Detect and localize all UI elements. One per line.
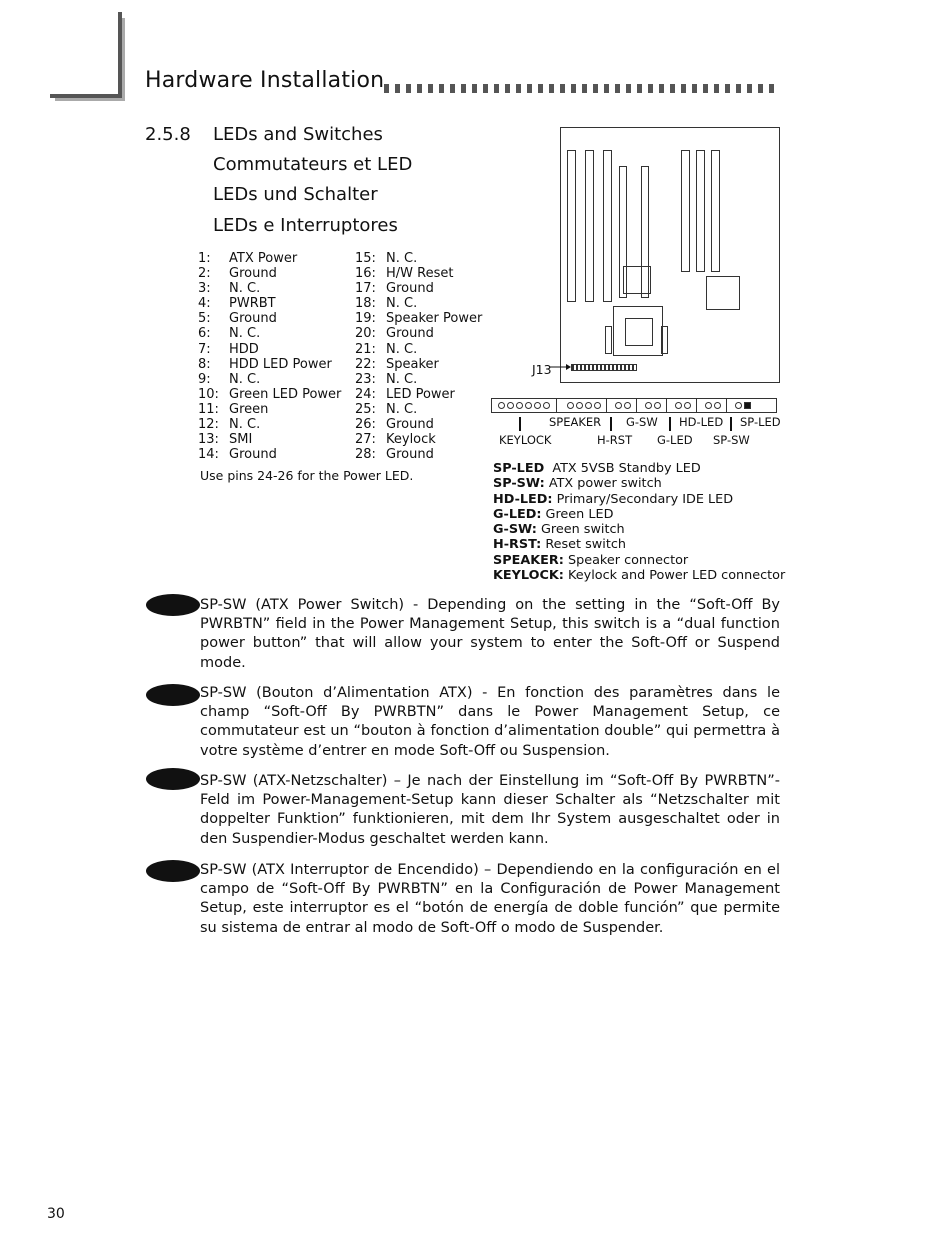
pin-row [198, 357, 341, 372]
memory-slot [696, 150, 705, 272]
pin-icon [516, 402, 523, 409]
pin-row [198, 311, 341, 326]
pin-row [355, 296, 482, 311]
page-number: 30 [47, 1206, 65, 1222]
expansion-slot [585, 150, 594, 302]
expansion-slot [603, 150, 612, 302]
legend-row [493, 537, 785, 552]
legend-desc: Primary/Secondary IDE LED [556, 491, 734, 507]
pin-row [355, 281, 482, 296]
legend-key: KEYLOCK: [493, 568, 564, 584]
pin-label: SMI [229, 432, 253, 448]
corner-mark-shadow [122, 18, 125, 100]
pin-icon [576, 402, 583, 409]
pin-label: N. C. [386, 341, 418, 357]
paragraph-de: SP-SW (ATX-Netzschalter) – Je nach der Einstellung im “Soft-Off By PWRBTN”-Feld im Power-Management-Setup kann dieser Schalter als “Netzschalter mit doppelter Funktion” funktionieren, mit dem Ihr System ausgeschaltet oder in den Suspendier-Modus geschaltet werden kann. [200, 773, 780, 847]
paragraph-en: SP-SW (ATX Power Switch) - Depending on the setting in the “Soft-Off By PWRBTN” field in the Power Management Setup, this switch is a “dual function power button” that will allow your system to enter the Soft-Off or Suspend mode. [200, 597, 780, 671]
pin-row [198, 432, 341, 447]
header-dot-rule [384, 84, 780, 93]
pin-icon [735, 402, 742, 409]
pin-label: N. C. [229, 281, 261, 297]
pin-label: Ground [229, 311, 277, 327]
corner-mark [50, 94, 122, 98]
legend-desc: Speaker connector [567, 552, 689, 568]
pin-label: Keylock [386, 432, 436, 448]
pin-row [355, 417, 482, 432]
language-bullet-es [146, 860, 200, 882]
group-divider [519, 417, 521, 431]
pin-icon [498, 402, 505, 409]
pin-number: 19: [355, 311, 376, 327]
pin-icon [567, 402, 574, 409]
section-title-de: LEDs und Schalter [213, 184, 378, 205]
group-divider [730, 417, 732, 431]
pin-row [355, 387, 482, 402]
pin-row [198, 281, 341, 296]
legend-desc: ATX power switch [548, 476, 662, 492]
pin-number: 27: [355, 432, 376, 448]
pin-icon [507, 402, 514, 409]
pin-number: 6: [198, 326, 211, 342]
legend-desc: Reset switch [545, 537, 626, 553]
label-h-rst: H-RST [597, 433, 633, 447]
legend-row [493, 507, 785, 522]
pin-icon [543, 402, 550, 409]
section-number: 2.5.8 [145, 124, 191, 145]
pin-number: 8: [198, 356, 211, 372]
pin-number: 21: [355, 341, 376, 357]
language-bullet-fr [146, 684, 200, 706]
pin-number: 5: [198, 311, 211, 327]
group-divider [610, 417, 612, 431]
pin-number: 11: [198, 401, 219, 417]
power-led-note: Use pins 24-26 for the Power LED. [200, 468, 414, 483]
pin-label: PWRBT [229, 296, 276, 312]
legend-key: H-RST: [493, 537, 542, 553]
legend-desc: Green switch [540, 522, 625, 538]
pin-number: 3: [198, 281, 211, 297]
pin-row [355, 266, 482, 281]
cpu-socket [613, 306, 663, 356]
label-g-led: G-LED [657, 433, 693, 447]
pin-number: 13: [198, 432, 219, 448]
pin-row [198, 342, 341, 357]
pin-number: 9: [198, 371, 211, 387]
pin-label: Ground [386, 281, 434, 297]
pin-number: 12: [198, 417, 219, 433]
pin-number: 26: [355, 417, 376, 433]
pin-row [355, 357, 482, 372]
paragraph-es: SP-SW (ATX Interruptor de Encendido) – Dependiendo en la configuración en el campo de “Soft-Off By PWRBTN” en la Configuración de Power Management Setup, este interruptor es el “botón de energía de doble función” que permite su sistema de entrar al modo de Soft-Off o modo de Suspender. [200, 862, 780, 936]
pin-row [355, 447, 482, 462]
pin-label: N. C. [386, 371, 418, 387]
pin-label: N. C. [386, 251, 418, 266]
pin-row [355, 326, 482, 341]
pin-number: 23: [355, 371, 376, 387]
pin-icon [594, 402, 601, 409]
pin-icon [624, 402, 631, 409]
legend-row [493, 492, 785, 507]
pin-label: Green [229, 401, 269, 417]
label-speaker: SPEAKER [549, 415, 602, 429]
pin-label: N. C. [386, 401, 418, 417]
legend-row [493, 568, 785, 583]
pin-number: 22: [355, 356, 376, 372]
pin-label: Speaker Power [386, 311, 483, 327]
pin-row [355, 311, 482, 326]
pin-row [198, 447, 341, 462]
pin-number: 7: [198, 341, 211, 357]
corner-mark [118, 12, 122, 98]
paragraph-fr: SP-SW (Bouton d’Alimentation ATX) - En fonction des paramètres dans le champ “Soft-Off By PWRBTN” dans le Power Management Setup, ce commutateur est un “bouton à fonction d’alimentation double” qui permettra à votre système d’entrer en mode Soft-Off ou Suspension. [200, 685, 780, 759]
socket-lever [661, 326, 668, 354]
pin-row [198, 417, 341, 432]
expansion-slot [567, 150, 576, 302]
motherboard-diagram [560, 127, 780, 383]
label-sp-sw: SP-SW [713, 433, 750, 447]
pin-row [198, 372, 341, 387]
legend-key: SPEAKER: [493, 552, 564, 568]
j13-header-small [571, 364, 637, 371]
label-sp-led: SP-LED [740, 415, 781, 429]
group-divider [669, 417, 671, 431]
pin-number: 2: [198, 266, 211, 282]
corner-mark-shadow [55, 98, 125, 101]
pin-number: 4: [198, 296, 211, 312]
legend-desc: ATX 5VSB Standby LED [552, 461, 701, 476]
legend-desc: Green LED [545, 506, 614, 522]
pin-icon [645, 402, 652, 409]
pin-icon [714, 402, 721, 409]
pin-label: Green LED Power [229, 386, 342, 402]
pin-row [198, 326, 341, 341]
pin-label: N. C. [229, 371, 261, 387]
pin-label: Ground [229, 266, 277, 282]
pin-icon [525, 402, 532, 409]
socket-lever [605, 326, 612, 354]
pin-row [198, 266, 341, 281]
pin-label: Ground [229, 447, 277, 463]
section-title-en: LEDs and Switches [213, 124, 383, 145]
pin-label: Ground [386, 417, 434, 433]
pin-row [355, 251, 482, 266]
pin-number: 15: [355, 251, 376, 266]
pin-row [355, 432, 482, 447]
pin-row [198, 387, 341, 402]
pin-label: N. C. [229, 417, 261, 433]
legend-key: HD-LED: [493, 491, 553, 507]
pin-icon [585, 402, 592, 409]
pin-icon [534, 402, 541, 409]
legend-row [493, 476, 785, 491]
pin-number: 16: [355, 266, 376, 282]
legend-row [493, 522, 785, 537]
pin-number: 24: [355, 386, 376, 402]
pin-label: ATX Power [229, 251, 298, 266]
pin-label: H/W Reset [386, 266, 454, 282]
pin-number: 17: [355, 281, 376, 297]
pin-icon [654, 402, 661, 409]
pin-row [355, 372, 482, 387]
pin-list-left [198, 251, 341, 462]
memory-slot [681, 150, 690, 272]
pin-row [355, 342, 482, 357]
pin-row [198, 402, 341, 417]
pin-number: 18: [355, 296, 376, 312]
pin-number: 25: [355, 401, 376, 417]
label-hd-led: HD-LED [679, 415, 724, 429]
language-bullet-de [146, 768, 200, 790]
legend-desc: Keylock and Power LED connector [568, 568, 786, 584]
pin-icon [705, 402, 712, 409]
pin-label: Ground [386, 326, 434, 342]
pin-icon [615, 402, 622, 409]
pin-label: N. C. [386, 296, 418, 312]
language-bullet-en [146, 594, 200, 616]
pin-number: 10: [198, 386, 219, 402]
pin-label: Speaker [386, 356, 439, 372]
cpu-core [625, 318, 653, 346]
pin-label: LED Power [386, 386, 455, 402]
pin-label: Ground [386, 447, 434, 463]
pin-label: HDD [229, 341, 259, 357]
pin1-square-icon [744, 402, 751, 409]
pin-row [198, 251, 341, 266]
page-header-title: Hardware Installation [145, 68, 385, 93]
chip [706, 276, 740, 310]
legend-key: G-LED: [493, 506, 542, 522]
legend-key: SP-LED [493, 461, 545, 476]
pin-list-right [355, 251, 482, 462]
legend-row [493, 553, 785, 568]
pin-number: 20: [355, 326, 376, 342]
label-g-sw: G-SW [626, 415, 658, 429]
pin-row [198, 296, 341, 311]
section-title-fr: Commutateurs et LED [213, 154, 413, 175]
pin-label: HDD LED Power [229, 356, 332, 372]
j13-connector [491, 398, 777, 413]
legend-key: SP-SW: [493, 476, 545, 492]
pin-number: 14: [198, 447, 219, 463]
section-title-es: LEDs e Interruptores [213, 215, 398, 236]
legend-row [493, 461, 785, 476]
pin-row [355, 402, 482, 417]
pin-label: N. C. [229, 326, 261, 342]
j13-label: J13 [532, 362, 552, 377]
pin-icon [675, 402, 682, 409]
chip [623, 266, 651, 294]
label-keylock: KEYLOCK [499, 433, 552, 447]
pin-icon [684, 402, 691, 409]
connector-legend [493, 461, 785, 583]
j13-arrow-icon [550, 362, 572, 372]
pin-number: 1: [198, 251, 211, 266]
memory-slot [711, 150, 720, 272]
legend-key: G-SW: [493, 522, 537, 538]
pin-number: 28: [355, 447, 376, 463]
